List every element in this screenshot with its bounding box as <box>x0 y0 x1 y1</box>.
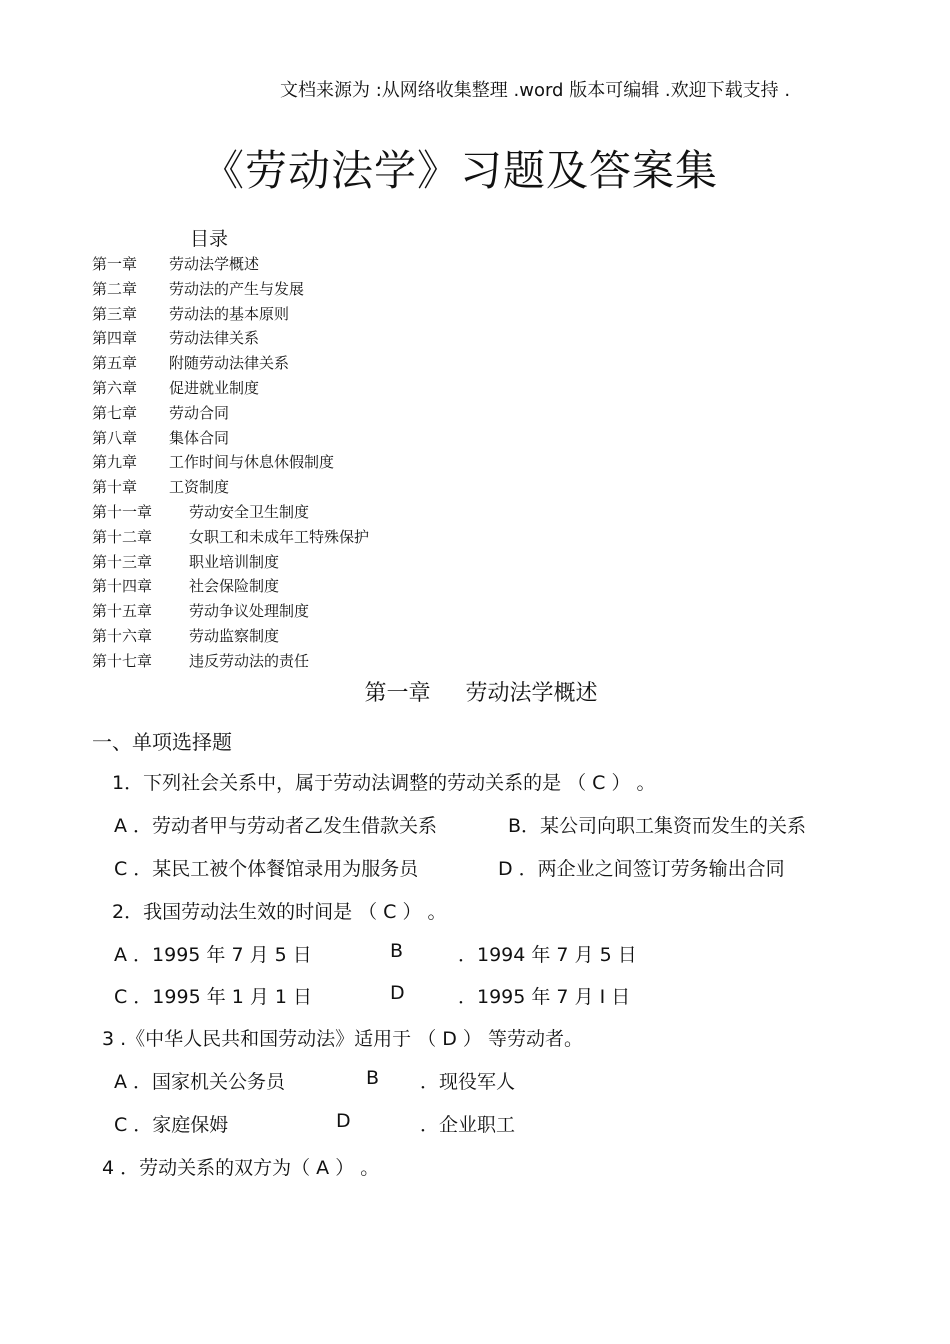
toc-heading: 目录 <box>190 228 229 250</box>
toc-chapter-number: 第十七章 <box>92 651 153 670</box>
toc-chapter-number: 第九章 <box>92 453 138 472</box>
question-option: ．1994 年 7 月 5 日 <box>458 944 637 966</box>
toc-chapter-title: 女职工和未成年工特殊保护 <box>189 527 370 546</box>
toc-chapter-title: 促进就业制度 <box>169 378 260 397</box>
toc-chapter-number: 第十六章 <box>92 626 153 645</box>
question-stem: 4 ．劳动关系的双方为（ A ） 。 <box>102 1157 380 1179</box>
question-option: C ．家庭保姆 <box>114 1114 229 1136</box>
toc-chapter-number: 第四章 <box>92 329 138 348</box>
toc-item[interactable] <box>92 277 369 302</box>
toc-chapter-title: 社会保险制度 <box>189 577 280 596</box>
toc-chapter-number: 第十四章 <box>92 577 153 596</box>
question-option: B．某公司向职工集资而发生的关系 <box>508 815 807 837</box>
toc-item[interactable] <box>92 500 369 525</box>
toc-chapter-title: 职业培训制度 <box>189 552 280 571</box>
toc-chapter-title: 劳动争议处理制度 <box>189 602 310 621</box>
toc-chapter-title: 劳动监察制度 <box>189 626 280 645</box>
toc-item[interactable] <box>92 624 369 649</box>
toc-chapter-number: 第五章 <box>92 354 138 373</box>
toc-chapter-title: 集体合同 <box>169 428 230 447</box>
toc-chapter-number: 第十一章 <box>92 502 153 521</box>
question-option: ．企业职工 <box>420 1114 516 1136</box>
toc-chapter-number: 第一章 <box>92 255 138 273</box>
toc-item[interactable] <box>92 525 369 550</box>
question-option-letter: B <box>366 1067 380 1089</box>
table-of-contents <box>92 252 369 674</box>
toc-chapter-number: 第六章 <box>92 378 138 397</box>
question-stem: 3 .《中华人民共和国劳动法》适用于 （ D ） 等劳动者。 <box>102 1028 583 1050</box>
question-option: A ．国家机关公务员 <box>114 1071 286 1093</box>
toc-item[interactable] <box>92 649 369 674</box>
question-option: ．1995 年 7 月 I 日 <box>458 986 631 1008</box>
question-option-letter: D <box>336 1110 351 1132</box>
toc-item[interactable] <box>92 475 369 500</box>
toc-chapter-title: 劳动法的基本原则 <box>169 304 290 323</box>
toc-item[interactable] <box>92 326 369 351</box>
question-option: C ．某民工被个体餐馆录用为服务员 <box>114 858 419 880</box>
question-option-letter: D <box>390 982 405 1004</box>
chapter-heading: 第一章 劳动法学概述 <box>364 681 598 706</box>
question-option: A ．1995 年 7 月 5 日 <box>114 944 312 966</box>
toc-chapter-title: 劳动合同 <box>169 403 230 422</box>
toc-chapter-number: 第七章 <box>92 403 138 422</box>
toc-chapter-title: 工作时间与休息休假制度 <box>169 453 335 472</box>
toc-chapter-number: 第十三章 <box>92 552 153 571</box>
toc-chapter-title: 劳动法律关系 <box>169 329 260 348</box>
toc-item[interactable] <box>92 302 369 327</box>
question-option-letter: B <box>390 940 404 962</box>
toc-item[interactable] <box>92 426 369 451</box>
question-option: C ．1995 年 1 月 1 日 <box>114 986 313 1008</box>
question-option: A ．劳动者甲与劳动者乙发生借款关系 <box>114 815 438 837</box>
section-heading: 一、单项选择题 <box>92 730 232 754</box>
question-option: D ．两企业之间签订劳务输出合同 <box>498 858 785 880</box>
toc-chapter-title: 附随劳动法律关系 <box>169 354 290 373</box>
toc-item[interactable] <box>92 599 369 624</box>
toc-chapter-number: 第十五章 <box>92 602 153 621</box>
toc-item[interactable] <box>92 376 369 401</box>
toc-chapter-number: 第三章 <box>92 304 138 323</box>
toc-chapter-number: 第十二章 <box>92 527 153 546</box>
question-stem: 1．下列社会关系中，属于劳动法调整的劳动关系的是 （ C ） 。 <box>112 772 656 794</box>
toc-item[interactable] <box>92 401 369 426</box>
toc-item[interactable] <box>92 252 369 277</box>
toc-chapter-title: 劳动安全卫生制度 <box>189 502 310 521</box>
toc-item[interactable] <box>92 574 369 599</box>
toc-chapter-number: 第八章 <box>92 428 138 447</box>
toc-item[interactable] <box>92 550 369 575</box>
toc-chapter-number: 第二章 <box>92 279 138 298</box>
toc-chapter-number: 第十章 <box>92 478 138 497</box>
toc-chapter-title: 劳动法学概述 <box>169 255 260 273</box>
toc-chapter-title: 违反劳动法的责任 <box>189 651 310 670</box>
source-note: 文档来源为 :从网络收集整理 .word 版本可编辑 .欢迎下载支持 . <box>280 80 791 101</box>
toc-item[interactable] <box>92 450 369 475</box>
toc-chapter-title: 工资制度 <box>169 478 230 497</box>
toc-item[interactable] <box>92 351 369 376</box>
document-title: 《劳动法学》习题及答案集 <box>201 146 718 195</box>
question-option: ．现役军人 <box>420 1071 516 1093</box>
toc-chapter-title: 劳动法的产生与发展 <box>169 279 305 298</box>
question-stem: 2．我国劳动法生效的时间是 （ C ） 。 <box>112 901 447 923</box>
